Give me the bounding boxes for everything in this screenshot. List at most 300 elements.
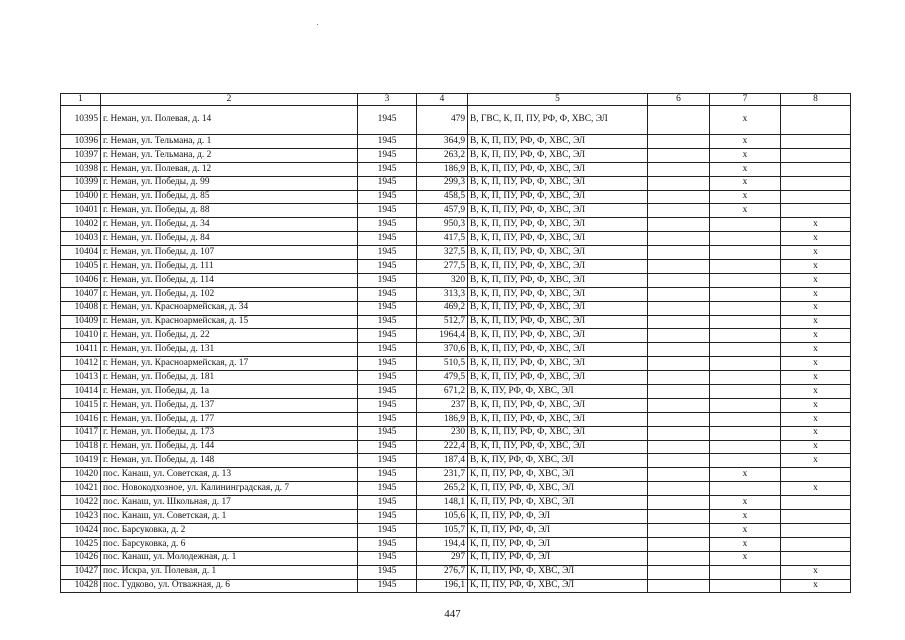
column-6-value — [648, 412, 710, 426]
utilities: В, К, П, ПУ, РФ, Ф, ХВС, ЭЛ — [468, 162, 648, 176]
address: пос. Канаш, ул. Молодежная, д. 1 — [101, 551, 358, 565]
address: пос. Гудково, ул. Отважная, д. 6 — [101, 579, 358, 593]
area: 512,7 — [417, 315, 468, 329]
address: г. Неман, ул. Победы, д. 114 — [101, 273, 358, 287]
column-8-mark: х — [781, 218, 851, 232]
row-number: 10399 — [61, 176, 101, 190]
column-8-mark — [781, 190, 851, 204]
area: 105,7 — [417, 523, 468, 537]
row-number: 10425 — [61, 537, 101, 551]
address: г. Неман, ул. Красноармейская, д. 17 — [101, 357, 358, 371]
column-header: 3 — [358, 94, 417, 106]
utilities: К, П, ПУ, РФ, Ф, ХВС, ЭЛ — [468, 482, 648, 496]
column-8-mark: х — [781, 287, 851, 301]
utilities: В, К, П, ПУ, РФ, Ф, ХВС, ЭЛ — [468, 301, 648, 315]
column-8-mark — [781, 204, 851, 218]
column-7-mark: х — [710, 204, 781, 218]
utilities: В, К, П, ПУ, РФ, Ф, ХВС, ЭЛ — [468, 260, 648, 274]
area: 950,3 — [417, 218, 468, 232]
address: г. Неман, ул. Победы, д. 173 — [101, 426, 358, 440]
utilities: В, К, ПУ, РФ, Ф, ХВС, ЭЛ — [468, 454, 648, 468]
column-7-mark: х — [710, 537, 781, 551]
column-6-value — [648, 371, 710, 385]
area: 148,1 — [417, 496, 468, 510]
row-number: 10400 — [61, 190, 101, 204]
address: пос. Канаш, ул. Советская, д. 13 — [101, 468, 358, 482]
table-row — [61, 315, 851, 329]
column-header: 4 — [417, 94, 468, 106]
area: 186,9 — [417, 412, 468, 426]
year-built: 1945 — [358, 135, 417, 149]
table-row — [61, 246, 851, 260]
column-7-mark: х — [710, 523, 781, 537]
column-8-mark — [781, 468, 851, 482]
column-7-mark: х — [710, 551, 781, 565]
address: г. Неман, ул. Победы, д. 84 — [101, 232, 358, 246]
column-6-value — [648, 551, 710, 565]
year-built: 1945 — [358, 523, 417, 537]
column-8-mark: х — [781, 232, 851, 246]
address: г. Неман, ул. Тельмана, д. 2 — [101, 148, 358, 162]
column-7-mark — [710, 301, 781, 315]
column-6-value — [648, 440, 710, 454]
row-number: 10423 — [61, 510, 101, 524]
column-7-mark: х — [710, 496, 781, 510]
table-row — [61, 371, 851, 385]
area: 187,4 — [417, 454, 468, 468]
column-7-mark — [710, 260, 781, 274]
column-7-mark — [710, 565, 781, 579]
row-number: 10418 — [61, 440, 101, 454]
address: г. Неман, ул. Красноармейская, д. 34 — [101, 301, 358, 315]
utilities: В, К, П, ПУ, РФ, Ф, ХВС, ЭЛ — [468, 287, 648, 301]
area: 313,3 — [417, 287, 468, 301]
column-7-mark: х — [710, 135, 781, 149]
column-8-mark: х — [781, 260, 851, 274]
table-row — [61, 176, 851, 190]
column-6-value — [648, 357, 710, 371]
table-row — [61, 510, 851, 524]
address: г. Неман, ул. Победы, д. 111 — [101, 260, 358, 274]
address: пос. Канаш, ул. Советская, д. 1 — [101, 510, 358, 524]
table-row — [61, 426, 851, 440]
column-6-value — [648, 510, 710, 524]
column-8-mark — [781, 162, 851, 176]
area: 222,4 — [417, 440, 468, 454]
column-7-mark — [710, 371, 781, 385]
column-7-mark — [710, 426, 781, 440]
scan-speck — [317, 24, 318, 25]
year-built: 1945 — [358, 482, 417, 496]
year-built: 1945 — [358, 190, 417, 204]
column-6-value — [648, 343, 710, 357]
column-8-mark: х — [781, 454, 851, 468]
column-header: 8 — [781, 94, 851, 106]
year-built: 1945 — [358, 579, 417, 593]
column-7-mark — [710, 329, 781, 343]
year-built: 1945 — [358, 551, 417, 565]
year-built: 1945 — [358, 106, 417, 135]
table-row — [61, 385, 851, 399]
year-built: 1945 — [358, 246, 417, 260]
column-7-mark: х — [710, 106, 781, 135]
column-6-value — [648, 482, 710, 496]
year-built: 1945 — [358, 565, 417, 579]
address: г. Неман, ул. Победы, д. 22 — [101, 329, 358, 343]
column-7-mark: х — [710, 190, 781, 204]
table-row — [61, 482, 851, 496]
row-number: 10414 — [61, 385, 101, 399]
table-row — [61, 398, 851, 412]
area: 327,5 — [417, 246, 468, 260]
area: 299,3 — [417, 176, 468, 190]
column-8-mark: х — [781, 426, 851, 440]
table-row — [61, 135, 851, 149]
utilities: В, К, П, ПУ, РФ, Ф, ХВС, ЭЛ — [468, 176, 648, 190]
table-row — [61, 218, 851, 232]
column-8-mark: х — [781, 385, 851, 399]
column-7-mark: х — [710, 176, 781, 190]
table-row — [61, 357, 851, 371]
row-number: 10426 — [61, 551, 101, 565]
utilities: В, К, П, ПУ, РФ, Ф, ХВС, ЭЛ — [468, 426, 648, 440]
column-8-mark — [781, 106, 851, 135]
table-header-row — [61, 94, 851, 106]
area: 1964,4 — [417, 329, 468, 343]
area: 297 — [417, 551, 468, 565]
utilities: В, К, П, ПУ, РФ, Ф, ХВС, ЭЛ — [468, 232, 648, 246]
row-number: 10422 — [61, 496, 101, 510]
row-number: 10413 — [61, 371, 101, 385]
column-7-mark — [710, 357, 781, 371]
column-8-mark: х — [781, 246, 851, 260]
utilities: К, П, ПУ, РФ, Ф, ЭЛ — [468, 537, 648, 551]
table-row — [61, 148, 851, 162]
utilities: К, П, ПУ, РФ, Ф, ЭЛ — [468, 510, 648, 524]
year-built: 1945 — [358, 204, 417, 218]
row-number: 10411 — [61, 343, 101, 357]
year-built: 1945 — [358, 510, 417, 524]
year-built: 1945 — [358, 398, 417, 412]
utilities: К, П, ПУ, РФ, Ф, ЭЛ — [468, 551, 648, 565]
year-built: 1945 — [358, 496, 417, 510]
column-7-mark — [710, 440, 781, 454]
column-7-mark — [710, 246, 781, 260]
utilities: В, К, П, ПУ, РФ, Ф, ХВС, ЭЛ — [468, 343, 648, 357]
area: 194,4 — [417, 537, 468, 551]
column-6-value — [648, 301, 710, 315]
area: 196,1 — [417, 579, 468, 593]
column-7-mark — [710, 412, 781, 426]
table-row — [61, 565, 851, 579]
area: 510,5 — [417, 357, 468, 371]
column-7-mark — [710, 218, 781, 232]
address: пос. Новокодхозное, ул. Калининградская, д. 7 — [101, 482, 358, 496]
column-6-value — [648, 315, 710, 329]
area: 479 — [417, 106, 468, 135]
column-8-mark: х — [781, 357, 851, 371]
address: г. Неман, ул. Победы, д. 148 — [101, 454, 358, 468]
column-8-mark: х — [781, 343, 851, 357]
year-built: 1945 — [358, 260, 417, 274]
column-6-value — [648, 454, 710, 468]
row-number: 10409 — [61, 315, 101, 329]
utilities: В, К, П, ПУ, РФ, Ф, ХВС, ЭЛ — [468, 148, 648, 162]
table-row — [61, 496, 851, 510]
table-row — [61, 260, 851, 274]
address: г. Неман, ул. Полевая, д. 12 — [101, 162, 358, 176]
year-built: 1945 — [358, 357, 417, 371]
area: 186,9 — [417, 162, 468, 176]
row-number: 10428 — [61, 579, 101, 593]
year-built: 1945 — [358, 273, 417, 287]
year-built: 1945 — [358, 385, 417, 399]
table-row — [61, 204, 851, 218]
column-header: 6 — [648, 94, 710, 106]
year-built: 1945 — [358, 371, 417, 385]
column-6-value — [648, 565, 710, 579]
column-8-mark: х — [781, 482, 851, 496]
column-7-mark — [710, 482, 781, 496]
area: 277,5 — [417, 260, 468, 274]
year-built: 1945 — [358, 218, 417, 232]
column-7-mark — [710, 273, 781, 287]
address: г. Неман, ул. Победы, д. 1а — [101, 385, 358, 399]
address: г. Неман, ул. Тельмана, д. 1 — [101, 135, 358, 149]
column-7-mark — [710, 385, 781, 399]
table-row — [61, 287, 851, 301]
row-number: 10396 — [61, 135, 101, 149]
area: 469,2 — [417, 301, 468, 315]
table-row — [61, 551, 851, 565]
table-body — [61, 106, 851, 593]
column-8-mark: х — [781, 398, 851, 412]
column-7-mark — [710, 343, 781, 357]
year-built: 1945 — [358, 287, 417, 301]
column-8-mark — [781, 510, 851, 524]
address: г. Неман, ул. Победы, д. 34 — [101, 218, 358, 232]
column-6-value — [648, 579, 710, 593]
area: 364,9 — [417, 135, 468, 149]
column-8-mark — [781, 537, 851, 551]
year-built: 1945 — [358, 454, 417, 468]
utilities: В, К, П, ПУ, РФ, Ф, ХВС, ЭЛ — [468, 412, 648, 426]
column-8-mark: х — [781, 412, 851, 426]
column-8-mark: х — [781, 565, 851, 579]
table-row — [61, 579, 851, 593]
year-built: 1945 — [358, 412, 417, 426]
utilities: В, ГВС, К, П, ПУ, РФ, Ф, ХВС, ЭЛ — [468, 106, 648, 135]
row-number: 10397 — [61, 148, 101, 162]
row-number: 10417 — [61, 426, 101, 440]
address: г. Неман, ул. Победы, д. 99 — [101, 176, 358, 190]
column-header: 7 — [710, 94, 781, 106]
year-built: 1945 — [358, 232, 417, 246]
address: г. Неман, ул. Победы, д. 181 — [101, 371, 358, 385]
utilities: В, К, П, ПУ, РФ, Ф, ХВС, ЭЛ — [468, 273, 648, 287]
row-number: 10395 — [61, 106, 101, 135]
table-row — [61, 162, 851, 176]
area: 265,2 — [417, 482, 468, 496]
utilities: К, П, ПУ, РФ, Ф, ХВС, ЭЛ — [468, 565, 648, 579]
column-6-value — [648, 329, 710, 343]
column-header: 2 — [101, 94, 358, 106]
column-header: 5 — [468, 94, 648, 106]
row-number: 10401 — [61, 204, 101, 218]
column-8-mark — [781, 496, 851, 510]
row-number: 10398 — [61, 162, 101, 176]
column-6-value — [648, 190, 710, 204]
table-row — [61, 412, 851, 426]
utilities: В, К, П, ПУ, РФ, Ф, ХВС, ЭЛ — [468, 204, 648, 218]
column-7-mark: х — [710, 510, 781, 524]
address: г. Неман, ул. Победы, д. 85 — [101, 190, 358, 204]
column-8-mark: х — [781, 329, 851, 343]
address: пос. Барсуковка, д. 2 — [101, 523, 358, 537]
column-8-mark — [781, 135, 851, 149]
column-6-value — [648, 273, 710, 287]
row-number: 10412 — [61, 357, 101, 371]
column-6-value — [648, 398, 710, 412]
year-built: 1945 — [358, 176, 417, 190]
column-8-mark — [781, 176, 851, 190]
address: г. Неман, ул. Победы, д. 137 — [101, 398, 358, 412]
column-8-mark — [781, 523, 851, 537]
area: 457,9 — [417, 204, 468, 218]
column-8-mark: х — [781, 315, 851, 329]
area: 231,7 — [417, 468, 468, 482]
utilities: К, П, ПУ, РФ, Ф, ХВС, ЭЛ — [468, 496, 648, 510]
address: пос. Искра, ул. Полевая, д. 1 — [101, 565, 358, 579]
year-built: 1945 — [358, 343, 417, 357]
year-built: 1945 — [358, 162, 417, 176]
column-7-mark — [710, 454, 781, 468]
utilities: В, К, П, ПУ, РФ, Ф, ХВС, ЭЛ — [468, 190, 648, 204]
table-row — [61, 343, 851, 357]
row-number: 10410 — [61, 329, 101, 343]
column-8-mark: х — [781, 440, 851, 454]
column-6-value — [648, 148, 710, 162]
column-6-value — [648, 260, 710, 274]
address: г. Неман, ул. Победы, д. 131 — [101, 343, 358, 357]
year-built: 1945 — [358, 537, 417, 551]
row-number: 10408 — [61, 301, 101, 315]
address: г. Неман, ул. Полевая, д. 14 — [101, 106, 358, 135]
table-row — [61, 468, 851, 482]
column-6-value — [648, 426, 710, 440]
area: 671,2 — [417, 385, 468, 399]
address: г. Неман, ул. Победы, д. 107 — [101, 246, 358, 260]
address: пос. Барсуковка, д. 6 — [101, 537, 358, 551]
area: 263,2 — [417, 148, 468, 162]
column-6-value — [648, 204, 710, 218]
area: 370,6 — [417, 343, 468, 357]
utilities: В, К, П, ПУ, РФ, Ф, ХВС, ЭЛ — [468, 315, 648, 329]
area: 479,5 — [417, 371, 468, 385]
year-built: 1945 — [358, 426, 417, 440]
column-7-mark — [710, 232, 781, 246]
column-7-mark — [710, 579, 781, 593]
year-built: 1945 — [358, 329, 417, 343]
table-row — [61, 273, 851, 287]
column-8-mark: х — [781, 579, 851, 593]
area: 417,5 — [417, 232, 468, 246]
table-row — [61, 301, 851, 315]
column-7-mark — [710, 287, 781, 301]
table-row — [61, 190, 851, 204]
column-8-mark: х — [781, 301, 851, 315]
address: г. Неман, ул. Красноармейская, д. 15 — [101, 315, 358, 329]
column-6-value — [648, 496, 710, 510]
column-6-value — [648, 176, 710, 190]
table-row — [61, 232, 851, 246]
area: 237 — [417, 398, 468, 412]
year-built: 1945 — [358, 468, 417, 482]
area: 276,7 — [417, 565, 468, 579]
column-6-value — [648, 287, 710, 301]
page-number: 447 — [444, 608, 461, 620]
row-number: 10421 — [61, 482, 101, 496]
row-number: 10404 — [61, 246, 101, 260]
utilities: В, К, П, ПУ, РФ, Ф, ХВС, ЭЛ — [468, 440, 648, 454]
table-row — [61, 106, 851, 135]
year-built: 1945 — [358, 148, 417, 162]
table-row — [61, 440, 851, 454]
row-number: 10402 — [61, 218, 101, 232]
column-6-value — [648, 468, 710, 482]
utilities: К, П, ПУ, РФ, Ф, ХВС, ЭЛ — [468, 579, 648, 593]
address: г. Неман, ул. Победы, д. 177 — [101, 412, 358, 426]
row-number: 10405 — [61, 260, 101, 274]
column-8-mark: х — [781, 273, 851, 287]
table-row — [61, 537, 851, 551]
row-number: 10406 — [61, 273, 101, 287]
row-number: 10416 — [61, 412, 101, 426]
utilities: В, К, ПУ, РФ, Ф, ХВС, ЭЛ — [468, 385, 648, 399]
year-built: 1945 — [358, 301, 417, 315]
column-7-mark — [710, 398, 781, 412]
column-7-mark — [710, 315, 781, 329]
utilities: В, К, П, ПУ, РФ, Ф, ХВС, ЭЛ — [468, 329, 648, 343]
column-7-mark: х — [710, 162, 781, 176]
utilities: В, К, П, ПУ, РФ, Ф, ХВС, ЭЛ — [468, 357, 648, 371]
column-6-value — [648, 232, 710, 246]
area: 230 — [417, 426, 468, 440]
housing-register-table — [60, 93, 851, 593]
column-6-value — [648, 385, 710, 399]
address: пос. Канаш, ул. Школьная, д. 17 — [101, 496, 358, 510]
area: 105,6 — [417, 510, 468, 524]
column-6-value — [648, 162, 710, 176]
utilities: К, П, ПУ, РФ, Ф, ЭЛ — [468, 523, 648, 537]
utilities: В, К, П, ПУ, РФ, Ф, ХВС, ЭЛ — [468, 371, 648, 385]
column-7-mark: х — [710, 148, 781, 162]
utilities: К, П, ПУ, РФ, Ф, ХВС, ЭЛ — [468, 468, 648, 482]
utilities: В, К, П, ПУ, РФ, Ф, ХВС, ЭЛ — [468, 398, 648, 412]
utilities: В, К, П, ПУ, РФ, Ф, ХВС, ЭЛ — [468, 246, 648, 260]
row-number: 10403 — [61, 232, 101, 246]
row-number: 10424 — [61, 523, 101, 537]
column-8-mark: х — [781, 371, 851, 385]
column-6-value — [648, 106, 710, 135]
column-header: 1 — [61, 94, 101, 106]
year-built: 1945 — [358, 315, 417, 329]
year-built: 1945 — [358, 440, 417, 454]
column-8-mark — [781, 148, 851, 162]
row-number: 10419 — [61, 454, 101, 468]
utilities: В, К, П, ПУ, РФ, Ф, ХВС, ЭЛ — [468, 218, 648, 232]
column-6-value — [648, 135, 710, 149]
